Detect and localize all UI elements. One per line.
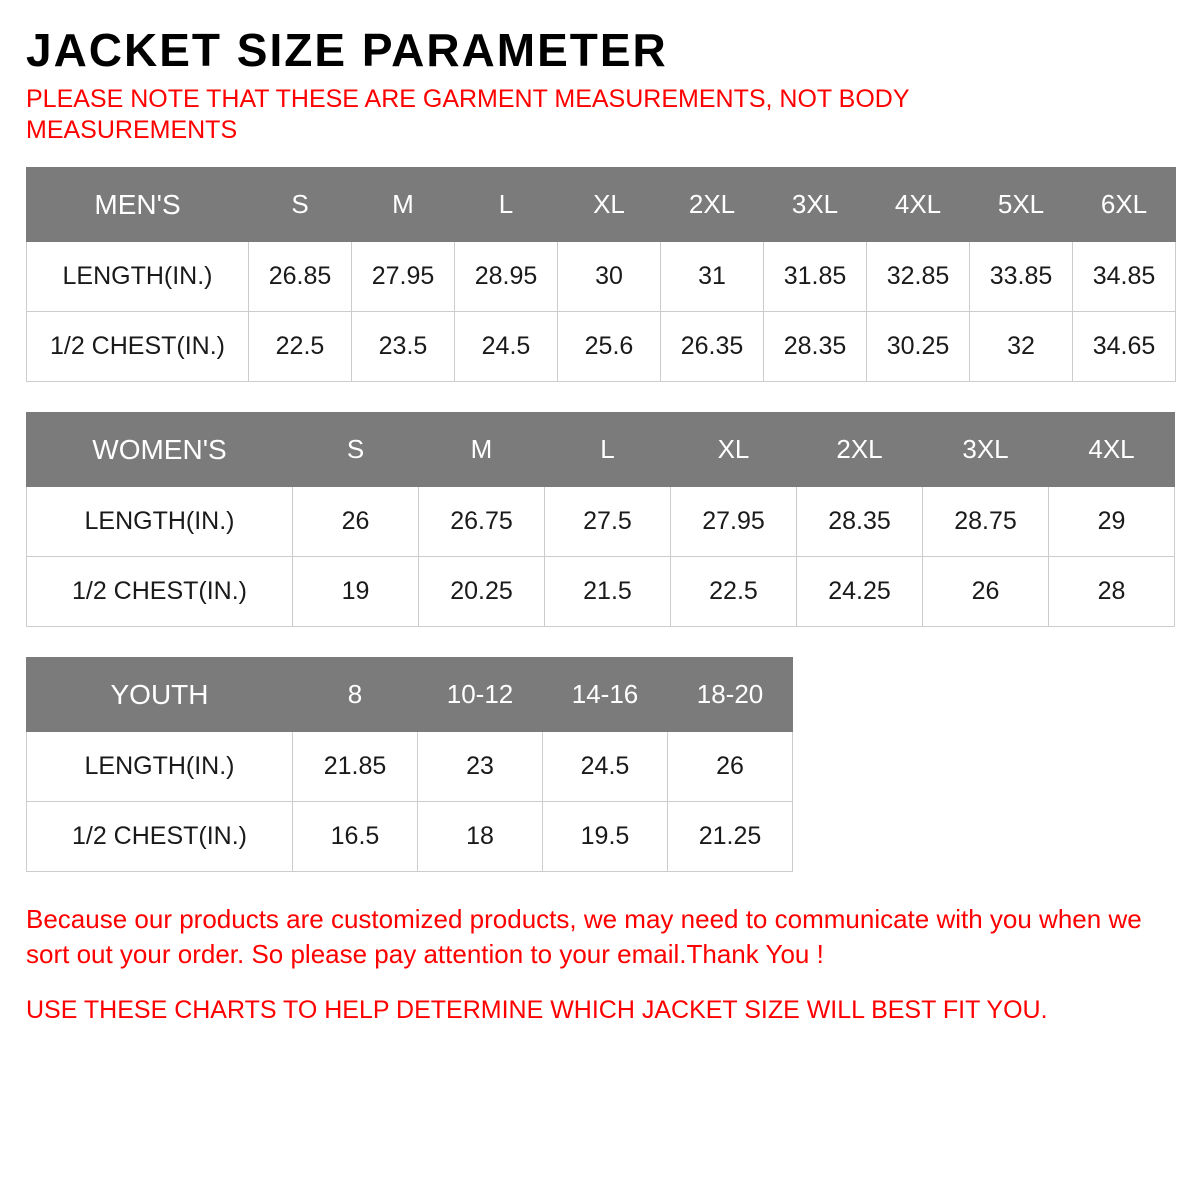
page-title: JACKET SIZE PARAMETER bbox=[26, 24, 668, 76]
table-row bbox=[27, 487, 1175, 557]
row-label: LENGTH(IN.) bbox=[27, 487, 293, 557]
table-cell: 32 bbox=[970, 312, 1073, 382]
column-header: 4XL bbox=[867, 168, 970, 242]
row-label: LENGTH(IN.) bbox=[27, 732, 293, 802]
table-cell: 33.85 bbox=[970, 242, 1073, 312]
column-header: 14-16 bbox=[543, 658, 668, 732]
table-cell: 22.5 bbox=[249, 312, 352, 382]
table-cell: 24.5 bbox=[455, 312, 558, 382]
table-cell: 30 bbox=[558, 242, 661, 312]
table-cell: 29 bbox=[1049, 487, 1175, 557]
table-title: YOUTH bbox=[27, 658, 293, 732]
table-cell: 23.5 bbox=[352, 312, 455, 382]
column-header: 10-12 bbox=[418, 658, 543, 732]
table-row bbox=[27, 557, 1175, 627]
column-header: 4XL bbox=[1049, 413, 1175, 487]
table-cell: 16.5 bbox=[293, 802, 418, 872]
mens-size-table bbox=[26, 167, 1176, 382]
table-row bbox=[27, 802, 793, 872]
table-cell: 26.75 bbox=[419, 487, 545, 557]
row-label: 1/2 CHEST(IN.) bbox=[27, 557, 293, 627]
table-cell: 31.85 bbox=[764, 242, 867, 312]
column-header: 2XL bbox=[661, 168, 764, 242]
column-header: L bbox=[455, 168, 558, 242]
table-cell: 24.25 bbox=[797, 557, 923, 627]
table-cell: 24.5 bbox=[543, 732, 668, 802]
table-header-row bbox=[27, 658, 793, 732]
table-cell: 31 bbox=[661, 242, 764, 312]
table-cell: 26 bbox=[923, 557, 1049, 627]
row-label: LENGTH(IN.) bbox=[27, 242, 249, 312]
row-label: 1/2 CHEST(IN.) bbox=[27, 312, 249, 382]
table-cell: 28.75 bbox=[923, 487, 1049, 557]
column-header: S bbox=[249, 168, 352, 242]
table-cell: 22.5 bbox=[671, 557, 797, 627]
customization-note: Because our products are customized products, we may need to communicate with you when we sort out your order. So please pay attention to your email.Thank You ! bbox=[26, 904, 1142, 970]
column-header: 6XL bbox=[1073, 168, 1176, 242]
table-row bbox=[27, 732, 793, 802]
row-label: 1/2 CHEST(IN.) bbox=[27, 802, 293, 872]
column-header: 3XL bbox=[764, 168, 867, 242]
table-cell: 19.5 bbox=[543, 802, 668, 872]
column-header: L bbox=[545, 413, 671, 487]
youth-size-table bbox=[26, 657, 793, 872]
measurement-note: PLEASE NOTE THAT THESE ARE GARMENT MEASUREMENTS, NOT BODY MEASUREMENTS bbox=[26, 85, 910, 144]
column-header: 5XL bbox=[970, 168, 1073, 242]
column-header: 8 bbox=[293, 658, 418, 732]
table-cell: 19 bbox=[293, 557, 419, 627]
table-header-row bbox=[27, 413, 1175, 487]
table-cell: 21.25 bbox=[668, 802, 793, 872]
table-cell: 25.6 bbox=[558, 312, 661, 382]
table-cell: 34.65 bbox=[1073, 312, 1176, 382]
column-header: 3XL bbox=[923, 413, 1049, 487]
womens-size-table bbox=[26, 412, 1175, 627]
column-header: M bbox=[419, 413, 545, 487]
table-row bbox=[27, 312, 1176, 382]
table-cell: 20.25 bbox=[419, 557, 545, 627]
table-cell: 28.35 bbox=[797, 487, 923, 557]
table-cell: 28.35 bbox=[764, 312, 867, 382]
table-cell: 26.85 bbox=[249, 242, 352, 312]
table-cell: 21.85 bbox=[293, 732, 418, 802]
table-cell: 27.95 bbox=[352, 242, 455, 312]
table-cell: 26 bbox=[668, 732, 793, 802]
column-header: S bbox=[293, 413, 419, 487]
column-header: 18-20 bbox=[668, 658, 793, 732]
table-cell: 34.85 bbox=[1073, 242, 1176, 312]
table-header-row bbox=[27, 168, 1176, 242]
column-header: 2XL bbox=[797, 413, 923, 487]
column-header: M bbox=[352, 168, 455, 242]
table-cell: 27.5 bbox=[545, 487, 671, 557]
table-title: WOMEN'S bbox=[27, 413, 293, 487]
table-cell: 23 bbox=[418, 732, 543, 802]
table-cell: 27.95 bbox=[671, 487, 797, 557]
table-cell: 26.35 bbox=[661, 312, 764, 382]
table-row bbox=[27, 242, 1176, 312]
table-cell: 26 bbox=[293, 487, 419, 557]
usage-note: USE THESE CHARTS TO HELP DETERMINE WHICH JACKET SIZE WILL BEST FIT YOU. bbox=[26, 996, 1048, 1025]
column-header: XL bbox=[558, 168, 661, 242]
table-cell: 18 bbox=[418, 802, 543, 872]
table-cell: 28.95 bbox=[455, 242, 558, 312]
table-cell: 32.85 bbox=[867, 242, 970, 312]
table-cell: 21.5 bbox=[545, 557, 671, 627]
table-cell: 30.25 bbox=[867, 312, 970, 382]
table-cell: 28 bbox=[1049, 557, 1175, 627]
column-header: XL bbox=[671, 413, 797, 487]
table-title: MEN'S bbox=[27, 168, 249, 242]
